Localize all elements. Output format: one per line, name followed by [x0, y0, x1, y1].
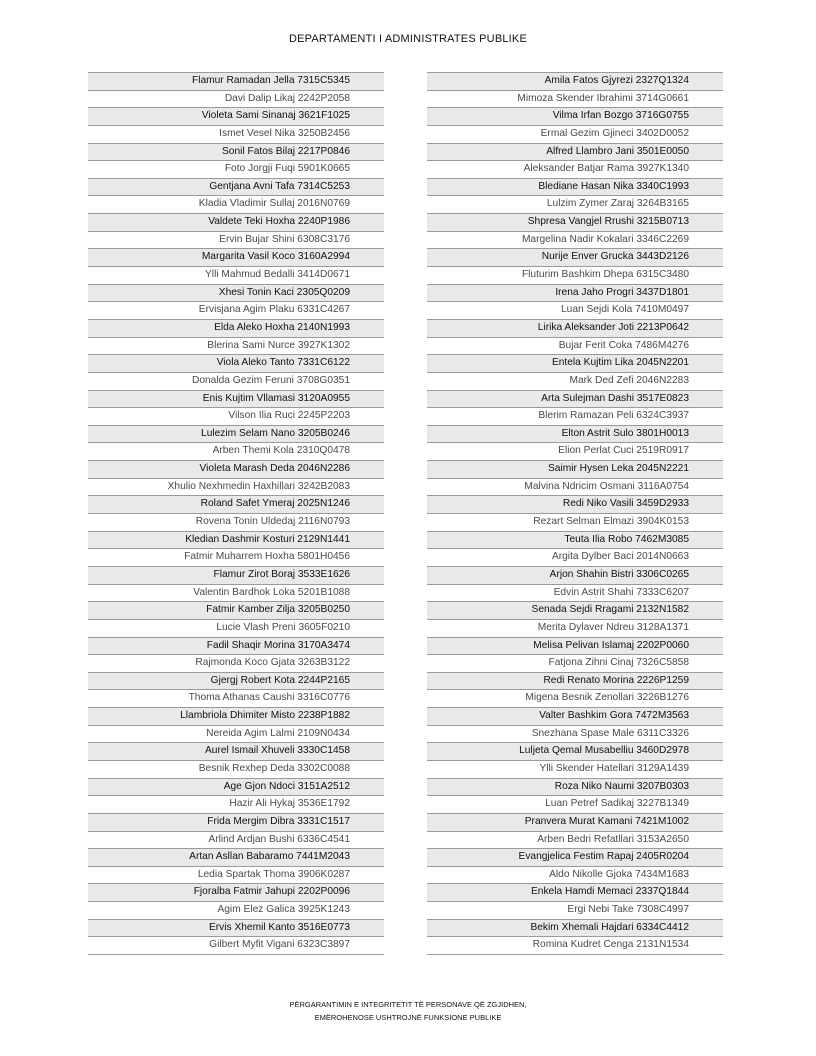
list-item: Blediane Hasan Nika 3340C1993 [427, 178, 723, 196]
list-item: Kledian Dashmir Kosturi 2129N1441 [88, 531, 384, 549]
list-item: Bekim Xhemali Hajdari 6334C4412 [427, 919, 723, 937]
list-item: Lirika Aleksander Joti 2213P0642 [427, 319, 723, 337]
list-item: Valdete Teki Hoxha 2240P1986 [88, 213, 384, 231]
list-item: Margarita Vasil Koco 3160A2994 [88, 248, 384, 266]
list-item: Merita Dylaver Ndreu 3128A1371 [427, 619, 723, 637]
list-item: Lucie Vlash Preni 3605F0210 [88, 619, 384, 637]
list-item: Age Gjon Ndoci 3151A2512 [88, 778, 384, 796]
list-item: Blerina Sami Nurce 3927K1302 [88, 337, 384, 355]
list-item: Lulzim Zymer Zaraj 3264B3165 [427, 195, 723, 213]
list-item: Rajmonda Koco Gjata 3263B3122 [88, 654, 384, 672]
list-item: Aleksander Batjar Rama 3927K1340 [427, 160, 723, 178]
list-item: Vilson Ilia Ruci 2245P2203 [88, 407, 384, 425]
list-item: Shpresa Vangjel Rrushi 3215B0713 [427, 213, 723, 231]
list-item: Bujar Ferit Coka 7486M4276 [427, 337, 723, 355]
list-item: Fatmir Kamber Zilja 3205B0250 [88, 601, 384, 619]
list-item: Margelina Nadir Kokalari 3346C2269 [427, 231, 723, 249]
list-item: Fjoralba Fatmir Jahupi 2202P0096 [88, 883, 384, 901]
list-item: Irena Jaho Progri 3437D1801 [427, 284, 723, 302]
list-item: Teuta Ilia Robo 7462M3085 [427, 531, 723, 549]
list-item: Thoma Athanas Caushi 3316C0776 [88, 689, 384, 707]
list-item: Mark Ded Zefi 2046N2283 [427, 372, 723, 390]
list-item: Artan Asllan Babaramo 7441M2043 [88, 848, 384, 866]
list-item: Roland Safet Ymeraj 2025N1246 [88, 495, 384, 513]
footer-line-2: EMËROHENOSE USHTROJNË FUNKSIONE PUBLIKE [314, 1013, 502, 1022]
list-item: Amila Fatos Gjyrezi 2327Q1324 [427, 72, 723, 90]
list-end-rule [427, 954, 723, 955]
list-item: Ergi Nebi Take 7308C4997 [427, 901, 723, 919]
list-item: Nurije Enver Grucka 3443D2126 [427, 248, 723, 266]
list-item: Davi Dalip Likaj 2242P2058 [88, 90, 384, 108]
list-item: Aurel Ismail Xhuveli 3330C1458 [88, 742, 384, 760]
list-item: Viola Aleko Tanto 7331C6122 [88, 354, 384, 372]
list-item: Luan Sejdi Kola 7410M0497 [427, 301, 723, 319]
list-end-rule [88, 954, 384, 955]
list-item: Donalda Gezim Feruni 3708G0351 [88, 372, 384, 390]
list-item: Flamur Ramadan Jella 7315C5345 [88, 72, 384, 90]
right-name-list [427, 72, 723, 955]
list-item: Pranvera Murat Kamani 7421M1002 [427, 813, 723, 831]
list-item: Roza Niko Naumi 3207B0303 [427, 778, 723, 796]
list-item: Enis Kujtim Vllamasi 3120A0955 [88, 390, 384, 408]
list-item: Migena Besnik Zenollari 3226B1276 [427, 689, 723, 707]
list-item: Ervisjana Agim Plaku 6331C4267 [88, 301, 384, 319]
list-item: Elion Perlat Cuci 2519R0917 [427, 442, 723, 460]
list-item: Malvina Ndricim Osmani 3116A0754 [427, 478, 723, 496]
list-item: Ismet Vesel Nika 3250B2456 [88, 125, 384, 143]
list-item: Flamur Zirot Boraj 3533E1626 [88, 566, 384, 584]
list-item: Valter Bashkim Gora 7472M3563 [427, 707, 723, 725]
list-item: Nereida Agim Lalmi 2109N0434 [88, 725, 384, 743]
list-item: Gilbert Myfit Vigani 6323C3897 [88, 936, 384, 954]
list-item: Saimir Hysen Leka 2045N2221 [427, 460, 723, 478]
list-item: Gentjana Avni Tafa 7314C5253 [88, 178, 384, 196]
list-item: Elton Astrit Sulo 3801H0013 [427, 425, 723, 443]
list-item: Ervis Xhemil Kanto 3516E0773 [88, 919, 384, 937]
list-item: Redi Renato Morina 2226P1259 [427, 672, 723, 690]
list-item: Sonil Fatos Bilaj 2217P0846 [88, 143, 384, 161]
list-item: Vilma Irfan Bozgo 3716G0755 [427, 107, 723, 125]
document-footer [0, 998, 816, 1024]
list-item: Mimoza Skender Ibrahimi 3714G0661 [427, 90, 723, 108]
list-item: Blerim Ramazan Peli 6324C3937 [427, 407, 723, 425]
list-item: Edvin Astrit Shahi 7333C6207 [427, 584, 723, 602]
list-item: Hazir Ali Hykaj 3536E1792 [88, 795, 384, 813]
list-item: Luan Petref Sadikaj 3227B1349 [427, 795, 723, 813]
list-item: Arjon Shahin Bistri 3306C0265 [427, 566, 723, 584]
list-item: Rezart Selman Elmazi 3904K0153 [427, 513, 723, 531]
list-item: Fluturim Bashkim Dhepa 6315C3480 [427, 266, 723, 284]
list-item: Arben Themi Kola 2310Q0478 [88, 442, 384, 460]
list-item: Fatmir Muharrem Hoxha 5801H0456 [88, 548, 384, 566]
list-item: Evangjelica Festim Rapaj 2405R0204 [427, 848, 723, 866]
list-item: Agim Elez Galica 3925K1243 [88, 901, 384, 919]
list-item: Argita Dylber Baci 2014N0663 [427, 548, 723, 566]
list-item: Gjergj Robert Kota 2244P2165 [88, 672, 384, 690]
list-item: Enkela Hamdi Memaci 2337Q1844 [427, 883, 723, 901]
left-name-list [88, 72, 384, 955]
list-item: Valentin Bardhok Loka 5201B1088 [88, 584, 384, 602]
footer-line-1: PËRGARANTIMIN E INTEGRITETIT TË PERSONAVE QË ZGJIDHEN, [289, 1000, 527, 1009]
list-item: Fadil Shaqir Morina 3170A3474 [88, 637, 384, 655]
list-item: Luljeta Qemal Musabelliu 3460D2978 [427, 742, 723, 760]
list-item: Redi Niko Vasili 3459D2933 [427, 495, 723, 513]
list-item: Ledia Spartak Thoma 3906K0287 [88, 866, 384, 884]
list-item: Ervin Bujar Shini 6308C3176 [88, 231, 384, 249]
list-item: Frida Mergim Dibra 3331C1517 [88, 813, 384, 831]
list-item: Ylli Skender Hatellari 3129A1439 [427, 760, 723, 778]
list-item: Ermal Gezim Gjineci 3402D0052 [427, 125, 723, 143]
list-item: Romina Kudret Cenga 2131N1534 [427, 936, 723, 954]
list-item: Xhesi Tonin Kaci 2305Q0209 [88, 284, 384, 302]
list-item: Fatjona Zihni Cinaj 7326C5858 [427, 654, 723, 672]
list-item: Besnik Rexhep Deda 3302C0088 [88, 760, 384, 778]
list-item: Aldo Nikolle Gjoka 7434M1683 [427, 866, 723, 884]
list-item: Kladia Vladimir Sullaj 2016N0769 [88, 195, 384, 213]
list-item: Violeta Sami Sinanaj 3621F1025 [88, 107, 384, 125]
list-item: Alfred Llambro Jani 3501E0050 [427, 143, 723, 161]
list-item: Entela Kujtim Lika 2045N2201 [427, 354, 723, 372]
list-item: Llambriola Dhimiter Misto 2238P1882 [88, 707, 384, 725]
list-item: Ylli Mahmud Bedalli 3414D0671 [88, 266, 384, 284]
list-item: Violeta Marash Deda 2046N2286 [88, 460, 384, 478]
list-item: Arlind Ardjan Bushi 6336C4541 [88, 831, 384, 849]
document-title: DEPARTAMENTI I ADMINISTRATES PUBLIKE [288, 33, 528, 45]
list-item: Senada Sejdi Rragami 2132N1582 [427, 601, 723, 619]
list-item: Foto Jorgji Fuqi 5901K0665 [88, 160, 384, 178]
list-item: Arta Sulejman Dashi 3517E0823 [427, 390, 723, 408]
list-item: Elda Aleko Hoxha 2140N1993 [88, 319, 384, 337]
list-item: Snezhana Spase Male 6311C3326 [427, 725, 723, 743]
list-item: Melisa Pelivan Islamaj 2202P0060 [427, 637, 723, 655]
list-item: Xhulio Nexhmedin Haxhillari 3242B2083 [88, 478, 384, 496]
list-item: Rovena Tonin Uldedaj 2116N0793 [88, 513, 384, 531]
list-item: Arben Bedri Refatllari 3153A2650 [427, 831, 723, 849]
list-item: Lulezim Selam Nano 3205B0246 [88, 425, 384, 443]
